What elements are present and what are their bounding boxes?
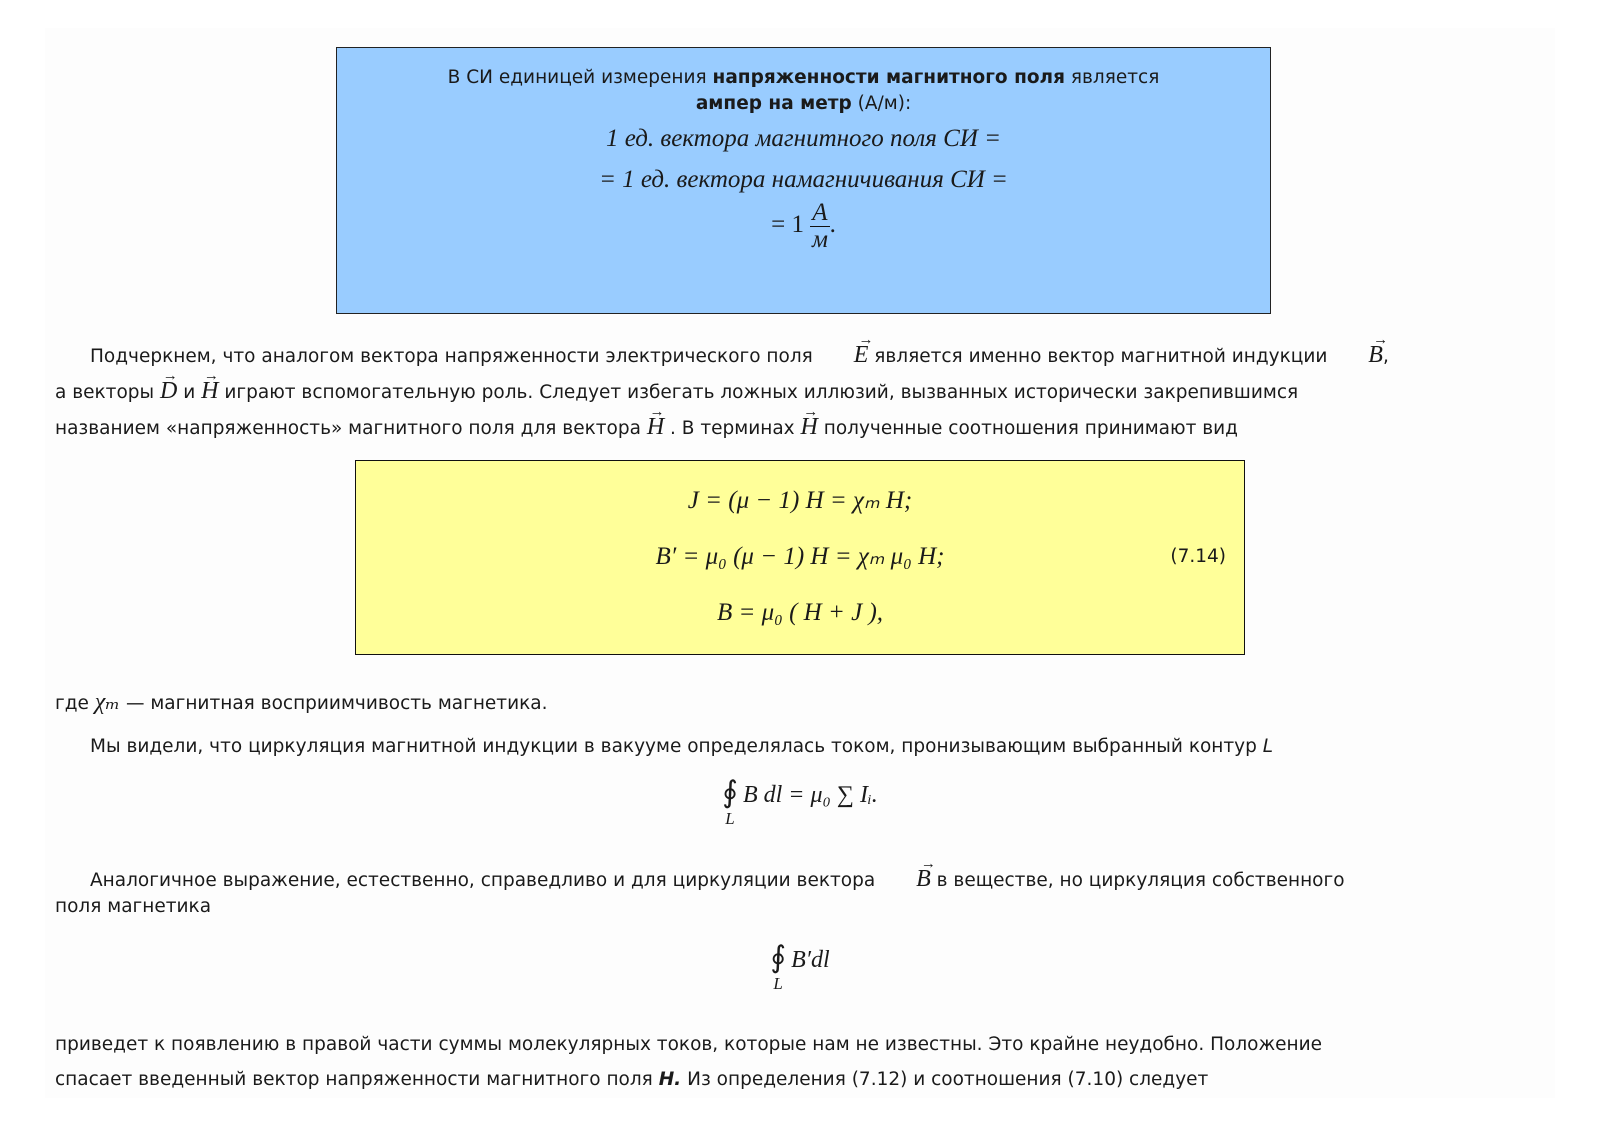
equation-row-1: J = (μ − 1) H = χₘ H; <box>687 487 913 514</box>
paragraph-analogy <box>55 338 1548 374</box>
paragraph-conclusion <box>55 1028 1548 1062</box>
circulation-body: B dl = μ₀ ∑ Iᵢ. <box>742 782 878 808</box>
equation-lines <box>356 473 1244 641</box>
vector-h-bold: H. <box>658 1069 682 1090</box>
p4-text-2: спасает введенный вектор напряженности магнитного поля <box>55 1069 659 1090</box>
p1-text-6: играют вспомогательную роль. Следует избегать ложных иллюзий, вызванных исторически закрепившимся <box>218 382 1299 403</box>
paragraph-circulation <box>55 730 1548 764</box>
integral-lower-limit: L <box>725 809 735 828</box>
si-unit-box <box>336 47 1271 314</box>
contour-l: L <box>1262 736 1274 757</box>
si-eq3-pre: = 1 <box>771 211 805 239</box>
p4-text-3: Из определения (7.12) и соотношения (7.10) следует <box>681 1069 1209 1090</box>
si-box-text <box>337 65 1270 117</box>
si-eq-line-1: 1 ед. вектора магнитного поля СИ = <box>605 125 1002 152</box>
p1-text-7: названием «напряженность» магнитного поля для вектора <box>55 418 647 439</box>
where-post: — магнитная восприимчивость магнетика. <box>120 693 548 714</box>
si-bold-1: напряженности магнитного поля <box>712 67 1065 88</box>
vector-d: → D <box>160 374 177 408</box>
si-eq-line-2: = 1 ед. вектора намагничивания СИ = <box>599 166 1008 193</box>
p3-text-3: поля магнетика <box>55 896 212 917</box>
vector-h-3: → H <box>801 410 818 444</box>
p3-text-2: в веществе, но циркуляция собственного <box>930 870 1345 891</box>
equation-circulation-magnetic <box>0 940 1600 993</box>
circulation-body-2: B′dl <box>791 947 830 973</box>
paragraph-conclusion-line-2 <box>55 1063 1548 1097</box>
p1-text-2: является именно вектор магнитной индукции <box>868 346 1334 367</box>
equation-row-3: B = μ₀ ( H + J ), <box>716 599 884 626</box>
chi-symbol: χₘ <box>94 689 121 715</box>
integral-lower-limit-2: L <box>773 974 783 993</box>
p1-text-1: Подчеркнем, что аналогом вектора напряженности электрического поля <box>90 346 819 367</box>
equation-number: (7.14) <box>1170 546 1226 567</box>
fraction-a-per-m <box>810 200 829 253</box>
si-text-1: В СИ единицей измерения <box>447 67 713 88</box>
vector-e: → E <box>819 338 869 372</box>
equation-circulation-vacuum <box>0 775 1600 828</box>
p3-text-1: Аналогичное выражение, естественно, справедливо и для циркуляции вектора <box>90 870 882 891</box>
p1-text-5: и <box>177 382 202 403</box>
vector-b: → B <box>1333 338 1383 372</box>
equation-box-7-14 <box>355 460 1245 655</box>
p1-text-9: полученные соотношения принимают вид <box>817 418 1238 439</box>
vector-h-2: → H <box>647 410 664 444</box>
p1-text-3: , <box>1382 346 1389 367</box>
vector-h-1: → H <box>201 374 218 408</box>
paragraph-analogy-line-2 <box>55 374 1548 410</box>
si-text-2: является <box>1065 67 1160 88</box>
contour-integral-icon: ∮ L <box>722 776 738 828</box>
p2-text: Мы видели, что циркуляция магнитной индукции в вакууме определялась током, пронизывающим выбранный контур <box>90 736 1263 757</box>
paragraph-analogy-line-3 <box>55 410 1548 446</box>
si-text-3: (А/м): <box>851 93 912 114</box>
contour-integral-icon-2: ∮ L <box>770 941 786 993</box>
fraction-denominator: м <box>811 226 828 253</box>
si-eq-line-3 <box>337 200 1270 253</box>
p1-text-4: а векторы <box>55 382 161 403</box>
fraction-numerator: А <box>812 199 828 226</box>
vector-b-2: → B <box>881 862 931 896</box>
where-pre: где <box>55 693 95 714</box>
equation-row-2: B′ = μ₀ (μ − 1) H = χₘ μ₀ H; <box>655 543 945 570</box>
where-line <box>55 685 1548 721</box>
paragraph-analogous-line-2 <box>55 890 1548 924</box>
si-bold-2: ампер на метр <box>695 93 852 114</box>
si-eq3-post: . <box>829 211 836 239</box>
p4-text-1: приведет к появлению в правой части суммы молекулярных токов, которые нам не известны. Это крайне неудобно. Положение <box>55 1034 1323 1055</box>
p1-text-8: . В терминах <box>664 418 801 439</box>
